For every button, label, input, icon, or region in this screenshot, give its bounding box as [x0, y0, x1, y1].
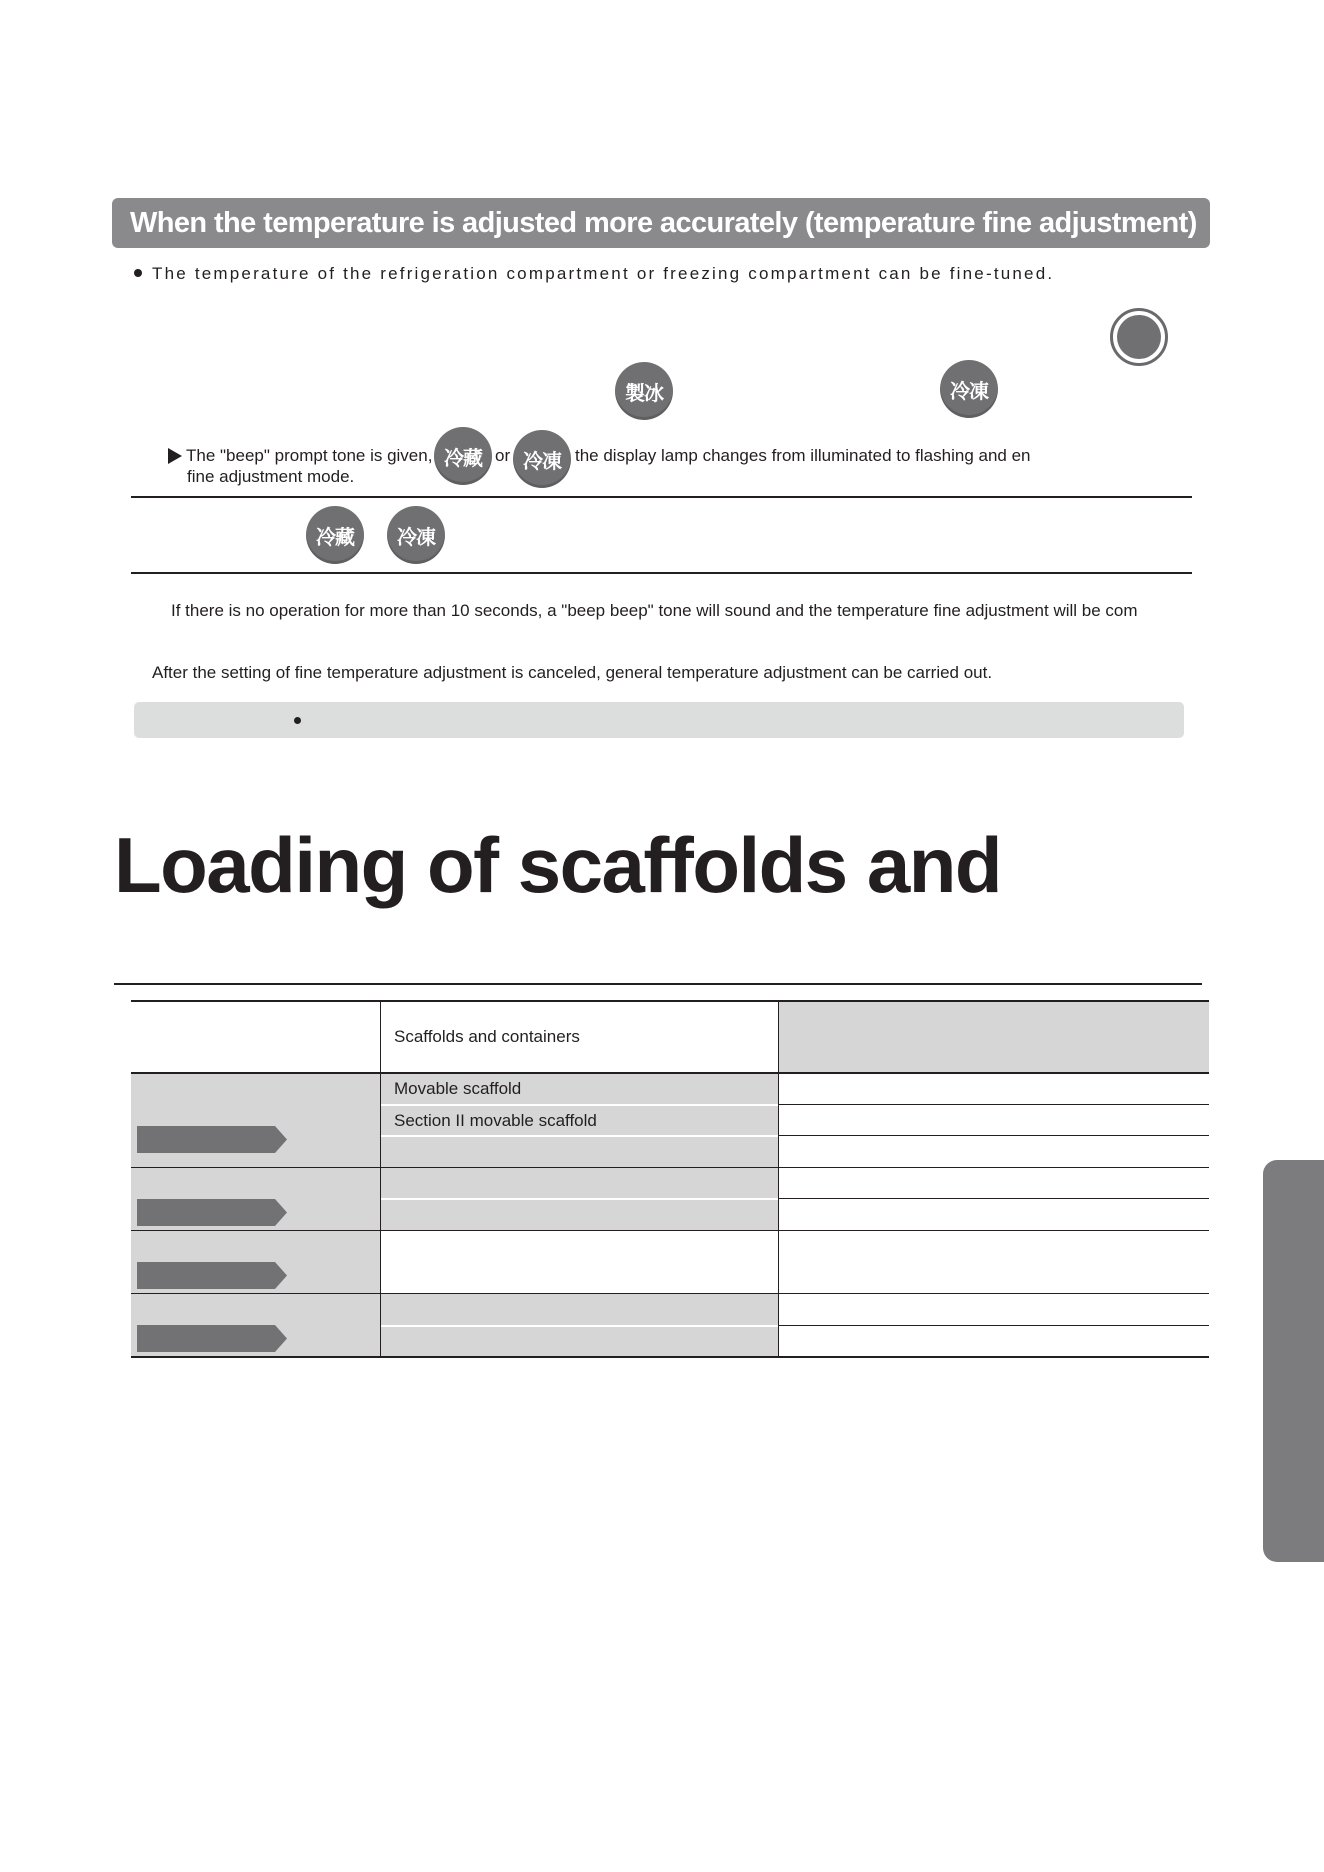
- ice-button[interactable]: 製冰: [615, 362, 673, 420]
- intro-bullet: [134, 264, 1054, 284]
- row-rule: [131, 1293, 1209, 1294]
- category-tag: [137, 1262, 287, 1289]
- row-rule: [778, 1135, 1209, 1136]
- freeze-button-inline[interactable]: 冷凍: [513, 430, 571, 488]
- divider: [131, 496, 1192, 498]
- row-separator: [381, 1104, 778, 1106]
- divider: [131, 572, 1192, 574]
- header-cell-right: [778, 1001, 1209, 1073]
- after-note: After the setting of fine temperature adjustment is canceled, general temperature adjustment can be carried out.: [152, 663, 993, 682]
- row-rule: [778, 1198, 1209, 1199]
- row-rule: [778, 1325, 1209, 1326]
- refrigerate-button-2[interactable]: 冷藏: [306, 506, 364, 564]
- step-line2: fine adjustment mode.: [187, 467, 355, 486]
- category-tag: [137, 1199, 287, 1226]
- triangle-arrow-icon: [168, 448, 182, 464]
- table-bottom-rule: [131, 1356, 1209, 1358]
- row-rule: [778, 1104, 1209, 1105]
- category-tag: [137, 1325, 287, 1352]
- table-header-rule: [131, 1072, 1209, 1074]
- row-rule: [131, 1167, 1209, 1168]
- step-or: or: [495, 446, 511, 465]
- title-underline: [114, 983, 1202, 985]
- blank-item-cell: [381, 1231, 778, 1294]
- section-title: When the temperature is adjusted more accurately (temperature fine adjustment): [112, 198, 1210, 248]
- row-movable-scaffold: Movable scaffold: [394, 1079, 522, 1098]
- row-section-ii-scaffold: Section II movable scaffold: [394, 1111, 597, 1130]
- set-button-icon[interactable]: [1110, 308, 1168, 366]
- freeze-button-2[interactable]: 冷凍: [387, 506, 445, 564]
- page-title: Loading of scaffolds and: [114, 821, 1002, 909]
- row-separator: [381, 1198, 778, 1200]
- timeout-note: If there is no operation for more than 10 seconds, a "beep beep" tone will sound and the temperature fine adjustment will be com: [171, 601, 1138, 620]
- header-scaffolds: Scaffolds and containers: [394, 1027, 580, 1046]
- step-beep-pre: The "beep" prompt tone is given,: [168, 446, 432, 466]
- column-rule: [778, 1000, 779, 1358]
- table-top-rule: [131, 1000, 1209, 1002]
- chapter-side-tab[interactable]: [1263, 1160, 1324, 1562]
- row-separator: [381, 1325, 778, 1327]
- category-tag: [137, 1126, 287, 1153]
- set-button-core: [1117, 315, 1161, 359]
- bullet-icon: [134, 269, 142, 277]
- bullet-icon: [294, 717, 301, 724]
- step-beep-post: the display lamp changes from illuminated to flashing and en: [575, 446, 1031, 465]
- freeze-button[interactable]: 冷凍: [940, 360, 998, 418]
- row-rule: [131, 1230, 1209, 1231]
- column-rule: [380, 1000, 381, 1358]
- intro-text: The temperature of the refrigeration compartment or freezing compartment can be fine-tuned.: [152, 264, 1055, 283]
- notice-bar: [134, 702, 1184, 738]
- row-separator: [381, 1135, 778, 1137]
- refrigerate-button[interactable]: 冷藏: [434, 427, 492, 485]
